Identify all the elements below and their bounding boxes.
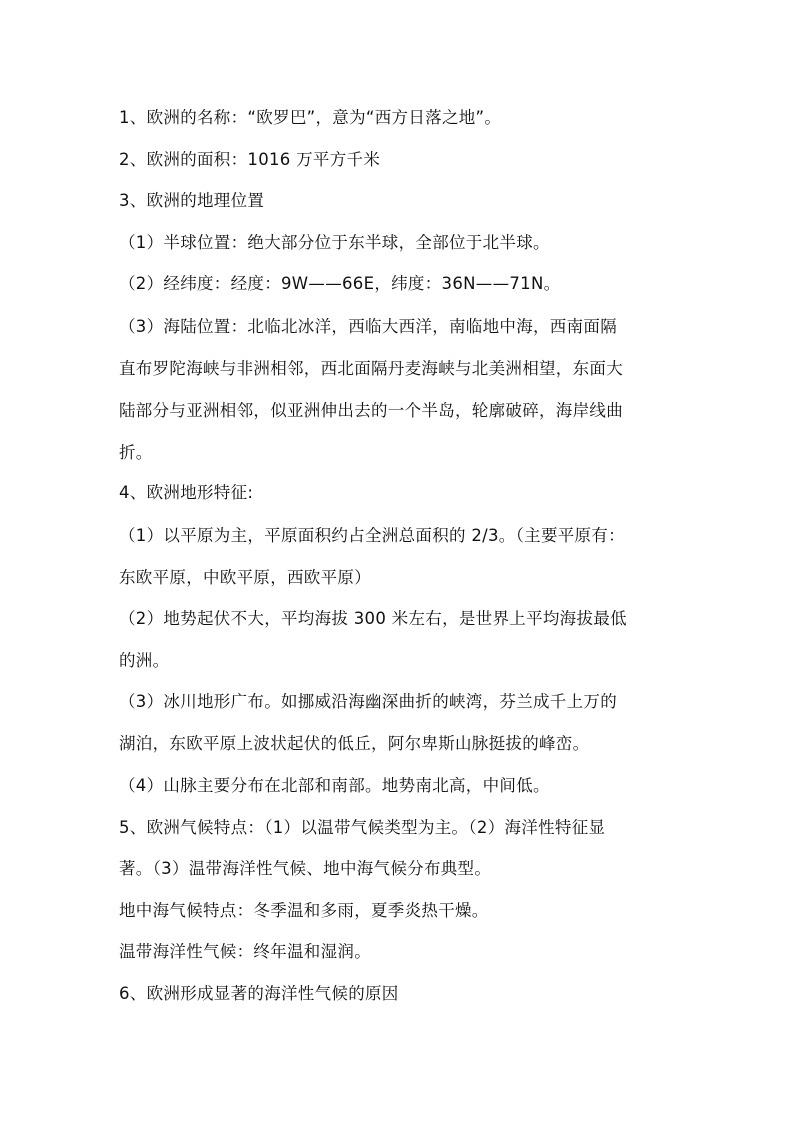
terrain-plains-line-1: （1）以平原为主，平原面积约占全洲总面积的 2/3。（主要平原有：	[119, 526, 625, 545]
section-4-heading: 4、欧洲地形特征:	[119, 483, 254, 502]
section-1-name: 1、欧洲的名称：“欧罗巴”，意为“西方日落之地”。	[119, 108, 502, 127]
terrain-glacial-line-1: （3）冰川地形广布。如挪威沿海幽深曲折的峡湾，芬兰成千上万的	[119, 692, 617, 711]
section-3-heading: 3、欧洲的地理位置	[119, 191, 265, 210]
temperate-maritime-climate: 温带海洋性气候：终年温和湿润。	[119, 942, 371, 961]
section-2-area: 2、欧洲的面积：1016 万平方千米	[119, 150, 381, 169]
terrain-elevation-line-1: （2）地势起伏不大，平均海拔 300 米左右，是世界上平均海拔最低	[119, 609, 627, 628]
land-sea-position-line-4: 折。	[119, 443, 153, 462]
land-sea-position-line-3: 陆部分与亚洲相邻，似亚洲伸出去的一个半岛，轮廓破碎，海岸线曲	[119, 401, 623, 420]
terrain-mountains: （4）山脉主要分布在北部和南部。地势南北高，中间低。	[119, 776, 550, 795]
section-5-climate-line-2: 著。（3）温带海洋性气候、地中海气候分布典型。	[119, 859, 492, 878]
terrain-elevation-line-2: 的洲。	[119, 651, 170, 670]
land-sea-position-line-2: 直布罗陀海峡与非洲相邻，西北面隔丹麦海峡与北美洲相望，东面大	[119, 359, 623, 378]
section-5-climate-line-1: 5、欧洲气候特点：（1）以温带气候类型为主。（2）海洋性特征显	[119, 818, 606, 837]
terrain-glacial-line-2: 湖泊，东欧平原上波状起伏的低丘，阿尔卑斯山脉挺拔的峰峦。	[119, 734, 590, 753]
latitude-longitude: （2）经纬度：经度：9W——66E，纬度：36N——71N。	[119, 274, 561, 293]
mediterranean-climate: 地中海气候特点：冬季温和多雨，夏季炎热干燥。	[119, 901, 489, 920]
hemisphere-position: （1）半球位置：绝大部分位于东半球，全部位于北半球。	[119, 233, 550, 252]
section-6-heading: 6、欧洲形成显著的海洋性气候的原因	[119, 984, 399, 1003]
terrain-plains-line-2: 东欧平原，中欧平原，西欧平原）	[119, 568, 371, 587]
land-sea-position-line-1: （3）海陆位置：北临北冰洋，西临大西洋，南临地中海，西南面隔	[119, 317, 617, 336]
